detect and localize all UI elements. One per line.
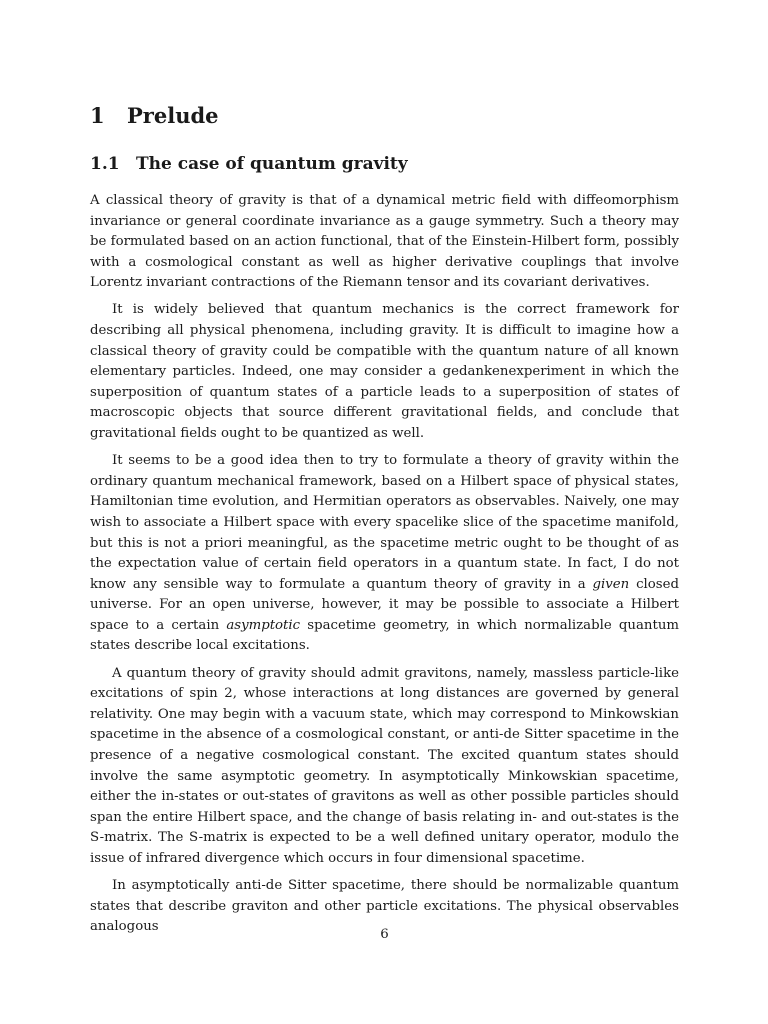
paragraph-3 [90, 451, 679, 657]
paragraph-2: It is widely believed that quantum mechanics is the correct framework for describing all physical phenomena, including gravity. It is difficult to imagine how a classical theory of gravity could be compatible with the quantum nature of all known elementary particles. Indeed, one may consider a gedankenexperiment in which the superposition of quantum states of a particle leads to a superposition of states of macroscopic objects that source different gravitational fields, and conclude that gravitational fields ought to be quantized as well. [90, 302, 679, 442]
paragraph-5: In asymptotically anti-de Sitter spacetime, there should be normalizable quantum states that describe graviton and other particle excitations. The physical observables analogous [90, 878, 679, 935]
section-title: Prelude [127, 103, 219, 128]
paper-page [90, 0, 679, 1024]
emphasis-asymptotic: asymptotic [226, 617, 301, 633]
paragraph-3-part-1: It seems to be a good idea then to try to formulate a theory of gravity within the ordinary quantum mechanical framework, based on a Hilbert space of physical states, Hamiltonian time evolution, and Hermitian operators as observables. Naively, one may wish to associate a Hilbert space with every spacelike slice of the spacetime manifold, but this is not a priori meaningful, as the spacetime metric ought to be thought of as the expectation value of certain field operators in a quantum state. In fact, I do not know any sensible way to formulate a quantum theory of gravity in a [90, 453, 679, 592]
subsection-number: 1.1 [90, 154, 120, 174]
paragraph-1: A classical theory of gravity is that of a dynamical metric field with diffeomorphism invariance or general coordinate invariance as a gauge symmetry. Such a theory may be formulated based on an action functional, that of the Einstein-Hilbert form, possibly with a cosmological constant as well as higher derivative couplings that involve Lorentz invariant contractions of the Riemann tensor and its covariant derivatives. [90, 193, 679, 291]
section-heading [90, 102, 219, 130]
subsection-heading [90, 152, 408, 176]
page-number: 6 [380, 927, 389, 942]
paragraph-3-part-2: closed universe. For an open universe, however, it may be possible to associate a Hilbert space to a certain [90, 576, 679, 633]
subsection-title: The case of quantum gravity [136, 154, 408, 174]
body-text [90, 191, 679, 944]
section-number: 1 [90, 103, 105, 128]
paragraph-4: A quantum theory of gravity should admit gravitons, namely, massless particle-like excitations of spin 2, whose interactions at long distances are governed by general relativity. One may begin with a vacuum state, which may correspond to Minkowskian spacetime in the absence of a cosmological constant, or anti-de Sitter spacetime in the presence of a negative cosmological constant. The excited quantum states should involve the same asymptotic geometry. In asymptotically Minkowskian spacetime, either the in-states or out-states of gravitons as well as other possible particles should span the entire Hilbert space, and the change of basis relating in- and out-states is the S-matrix. The S-matrix is expected to be a well defined unitary operator, modulo the issue of infrared divergence which occurs in four dimensional spacetime. [90, 665, 679, 866]
paragraph-3-part-3: spacetime geometry, in which normalizable quantum states describe local excitations. [90, 617, 679, 654]
emphasis-given: given [592, 576, 630, 592]
